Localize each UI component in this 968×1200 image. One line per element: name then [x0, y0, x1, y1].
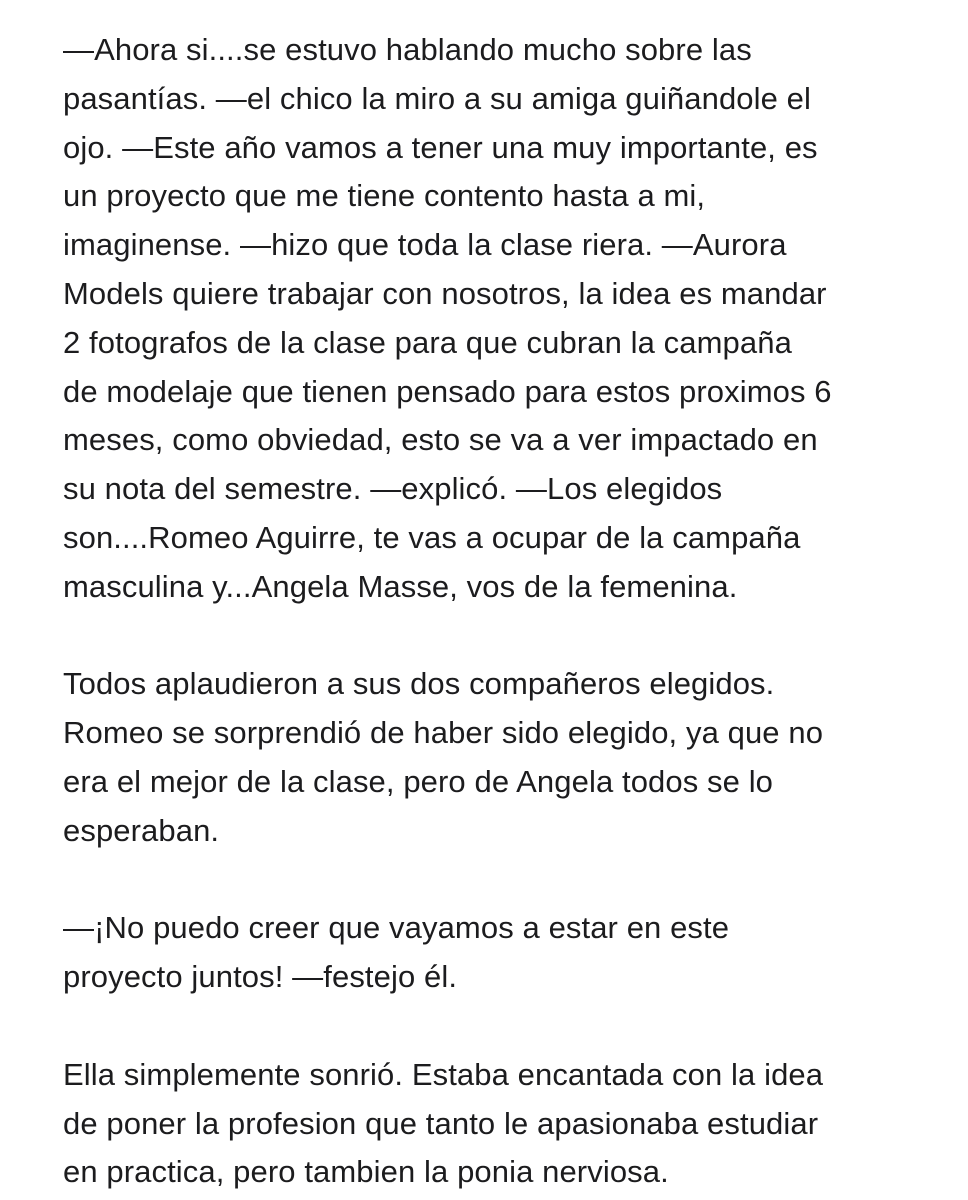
- text-line: su nota del semestre. —explicó. —Los elegidos: [63, 471, 723, 507]
- text-line: de poner la profesion que tanto le apasionaba estudiar: [63, 1105, 819, 1141]
- paragraph-gap: [63, 612, 943, 661]
- story-text: [63, 26, 943, 1197]
- text-line: en practica, pero tambien la ponia nerviosa.: [63, 1154, 669, 1190]
- paragraph-gap: [63, 856, 943, 905]
- paragraph-4: [63, 1051, 943, 1197]
- text-line: de modelaje que tienen pensado para estos proximos 6: [63, 373, 832, 409]
- paragraph-1: [63, 26, 943, 612]
- text-line: Models quiere trabajar con nosotros, la idea es mandar: [63, 275, 827, 311]
- text-line: Ella simplemente sonrió. Estaba encantada con la idea: [63, 1056, 824, 1092]
- text-line: esperaban.: [63, 812, 220, 848]
- text-line: 2 fotografos de la clase para que cubran la campaña: [63, 324, 792, 360]
- text-line: son....Romeo Aguirre, te vas a ocupar de la campaña: [63, 519, 801, 555]
- text-line: imaginense. —hizo que toda la clase riera. —Aurora: [63, 227, 787, 263]
- text-line: —¡No puedo creer que vayamos a estar en este: [63, 910, 730, 946]
- text-line: pasantías. —el chico la miro a su amiga guiñandole el: [63, 80, 811, 116]
- paragraph-3: [63, 904, 943, 1002]
- text-line: un proyecto que me tiene contento hasta a mi,: [63, 178, 706, 214]
- text-line: era el mejor de la clase, pero de Angela todos se lo: [63, 763, 774, 799]
- paragraph-gap: [63, 1002, 943, 1051]
- text-line: meses, como obviedad, esto se va a ver impactado en: [63, 422, 818, 458]
- text-line: —Ahora si....se estuvo hablando mucho sobre las: [63, 32, 752, 67]
- text-line: ojo. —Este año vamos a tener una muy importante, es: [63, 129, 818, 165]
- text-line: Todos aplaudieron a sus dos compañeros elegidos.: [63, 666, 775, 702]
- text-line: masculina y...Angela Masse, vos de la femenina.: [63, 568, 738, 604]
- text-line: proyecto juntos! —festejo él.: [63, 959, 458, 995]
- text-line: Romeo se sorprendió de haber sido elegido, ya que no: [63, 715, 824, 751]
- paragraph-2: [63, 660, 943, 855]
